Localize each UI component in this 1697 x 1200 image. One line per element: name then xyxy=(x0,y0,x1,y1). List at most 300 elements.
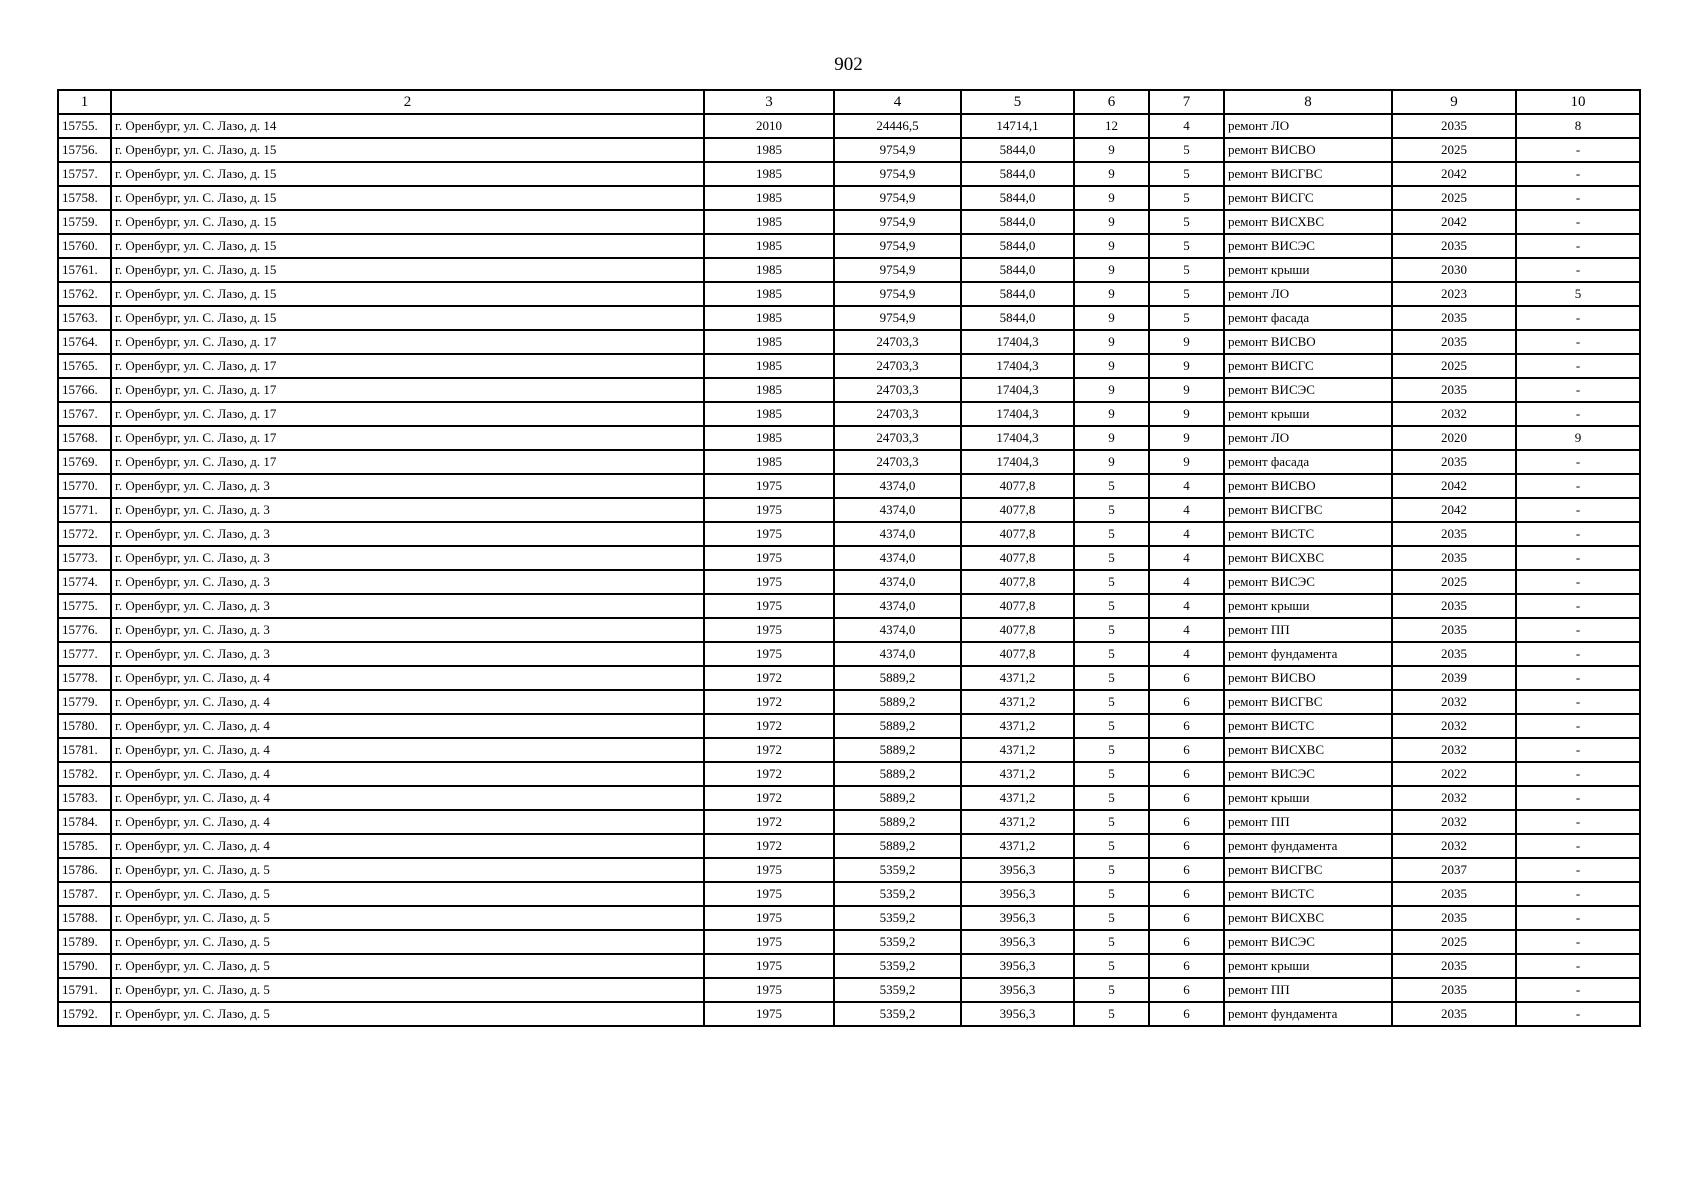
work-type-cell: ремонт ВИСГВС xyxy=(1224,690,1392,714)
planned-year-cell: 2035 xyxy=(1392,978,1516,1002)
work-type-cell: ремонт фундамента xyxy=(1224,1002,1392,1026)
living-area-cell: 17404,3 xyxy=(961,402,1074,426)
row-number-cell: 15762. xyxy=(58,282,111,306)
build-year-cell: 1975 xyxy=(704,594,834,618)
build-year-cell: 1985 xyxy=(704,282,834,306)
row-number-cell: 15765. xyxy=(58,354,111,378)
planned-year-cell: 2032 xyxy=(1392,834,1516,858)
work-type-cell: ремонт ВИСЭС xyxy=(1224,378,1392,402)
address-cell: г. Оренбург, ул. С. Лазо, д. 4 xyxy=(111,666,704,690)
table-row xyxy=(58,594,1640,618)
total-area-cell: 4374,0 xyxy=(834,522,961,546)
address-cell: г. Оренбург, ул. С. Лазо, д. 4 xyxy=(111,834,704,858)
total-area-cell: 9754,9 xyxy=(834,282,961,306)
planned-year-cell: 2035 xyxy=(1392,546,1516,570)
work-type-cell: ремонт ВИСЭС xyxy=(1224,570,1392,594)
work-type-cell: ремонт ВИСГС xyxy=(1224,354,1392,378)
table-row xyxy=(58,450,1640,474)
entrances-cell: 6 xyxy=(1149,666,1224,690)
row-number-cell: 15756. xyxy=(58,138,111,162)
planned-year-cell: 2032 xyxy=(1392,402,1516,426)
total-area-cell: 9754,9 xyxy=(834,234,961,258)
living-area-cell: 4371,2 xyxy=(961,810,1074,834)
note-cell: - xyxy=(1516,642,1640,666)
entrances-cell: 6 xyxy=(1149,906,1224,930)
address-cell: г. Оренбург, ул. С. Лазо, д. 15 xyxy=(111,282,704,306)
living-area-cell: 4077,8 xyxy=(961,642,1074,666)
build-year-cell: 1975 xyxy=(704,978,834,1002)
column-header-8: 8 xyxy=(1224,90,1392,114)
build-year-cell: 1985 xyxy=(704,426,834,450)
table-row xyxy=(58,882,1640,906)
address-cell: г. Оренбург, ул. С. Лазо, д. 3 xyxy=(111,474,704,498)
total-area-cell: 24703,3 xyxy=(834,426,961,450)
address-cell: г. Оренбург, ул. С. Лазо, д. 3 xyxy=(111,522,704,546)
total-area-cell: 5359,2 xyxy=(834,954,961,978)
living-area-cell: 17404,3 xyxy=(961,330,1074,354)
floors-cell: 5 xyxy=(1074,810,1149,834)
table-row xyxy=(58,618,1640,642)
entrances-cell: 6 xyxy=(1149,690,1224,714)
work-type-cell: ремонт ВИСТС xyxy=(1224,714,1392,738)
entrances-cell: 4 xyxy=(1149,546,1224,570)
floors-cell: 9 xyxy=(1074,306,1149,330)
address-cell: г. Оренбург, ул. С. Лазо, д. 15 xyxy=(111,234,704,258)
build-year-cell: 1972 xyxy=(704,762,834,786)
total-area-cell: 4374,0 xyxy=(834,642,961,666)
floors-cell: 9 xyxy=(1074,258,1149,282)
floors-cell: 5 xyxy=(1074,642,1149,666)
floors-cell: 9 xyxy=(1074,402,1149,426)
entrances-cell: 9 xyxy=(1149,354,1224,378)
row-number-cell: 15792. xyxy=(58,1002,111,1026)
table-row xyxy=(58,762,1640,786)
living-area-cell: 3956,3 xyxy=(961,882,1074,906)
floors-cell: 5 xyxy=(1074,690,1149,714)
table-row xyxy=(58,474,1640,498)
planned-year-cell: 2025 xyxy=(1392,930,1516,954)
address-cell: г. Оренбург, ул. С. Лазо, д. 15 xyxy=(111,306,704,330)
floors-cell: 9 xyxy=(1074,138,1149,162)
living-area-cell: 4371,2 xyxy=(961,690,1074,714)
table-row xyxy=(58,858,1640,882)
row-number-cell: 15778. xyxy=(58,666,111,690)
build-year-cell: 1975 xyxy=(704,642,834,666)
work-type-cell: ремонт ПП xyxy=(1224,978,1392,1002)
table-row xyxy=(58,522,1640,546)
table-row xyxy=(58,330,1640,354)
work-type-cell: ремонт ВИСХВС xyxy=(1224,906,1392,930)
total-area-cell: 4374,0 xyxy=(834,618,961,642)
entrances-cell: 4 xyxy=(1149,522,1224,546)
work-type-cell: ремонт фасада xyxy=(1224,306,1392,330)
entrances-cell: 4 xyxy=(1149,594,1224,618)
header-row xyxy=(58,90,1640,114)
address-cell: г. Оренбург, ул. С. Лазо, д. 17 xyxy=(111,450,704,474)
work-type-cell: ремонт крыши xyxy=(1224,954,1392,978)
entrances-cell: 4 xyxy=(1149,498,1224,522)
note-cell: - xyxy=(1516,1002,1640,1026)
total-area-cell: 5889,2 xyxy=(834,738,961,762)
entrances-cell: 9 xyxy=(1149,450,1224,474)
row-number-cell: 15769. xyxy=(58,450,111,474)
floors-cell: 5 xyxy=(1074,906,1149,930)
row-number-cell: 15775. xyxy=(58,594,111,618)
living-area-cell: 17404,3 xyxy=(961,378,1074,402)
entrances-cell: 5 xyxy=(1149,306,1224,330)
address-cell: г. Оренбург, ул. С. Лазо, д. 15 xyxy=(111,162,704,186)
note-cell: - xyxy=(1516,738,1640,762)
work-type-cell: ремонт ПП xyxy=(1224,810,1392,834)
build-year-cell: 1972 xyxy=(704,738,834,762)
build-year-cell: 1975 xyxy=(704,498,834,522)
note-cell: 8 xyxy=(1516,114,1640,138)
row-number-cell: 15781. xyxy=(58,738,111,762)
table-row xyxy=(58,906,1640,930)
total-area-cell: 24703,3 xyxy=(834,354,961,378)
total-area-cell: 5359,2 xyxy=(834,906,961,930)
planned-year-cell: 2025 xyxy=(1392,354,1516,378)
floors-cell: 5 xyxy=(1074,474,1149,498)
note-cell: - xyxy=(1516,138,1640,162)
note-cell: - xyxy=(1516,378,1640,402)
living-area-cell: 3956,3 xyxy=(961,954,1074,978)
table-row xyxy=(58,114,1640,138)
row-number-cell: 15757. xyxy=(58,162,111,186)
floors-cell: 9 xyxy=(1074,426,1149,450)
row-number-cell: 15758. xyxy=(58,186,111,210)
build-year-cell: 1975 xyxy=(704,618,834,642)
living-area-cell: 3956,3 xyxy=(961,906,1074,930)
row-number-cell: 15770. xyxy=(58,474,111,498)
note-cell: - xyxy=(1516,882,1640,906)
total-area-cell: 5359,2 xyxy=(834,930,961,954)
table-row xyxy=(58,306,1640,330)
entrances-cell: 9 xyxy=(1149,378,1224,402)
planned-year-cell: 2042 xyxy=(1392,474,1516,498)
work-type-cell: ремонт фундамента xyxy=(1224,642,1392,666)
floors-cell: 5 xyxy=(1074,594,1149,618)
table-header xyxy=(58,90,1640,114)
planned-year-cell: 2035 xyxy=(1392,306,1516,330)
table-row xyxy=(58,954,1640,978)
note-cell: - xyxy=(1516,162,1640,186)
living-area-cell: 5844,0 xyxy=(961,306,1074,330)
note-cell: - xyxy=(1516,930,1640,954)
floors-cell: 5 xyxy=(1074,882,1149,906)
total-area-cell: 4374,0 xyxy=(834,546,961,570)
living-area-cell: 3956,3 xyxy=(961,978,1074,1002)
build-year-cell: 1972 xyxy=(704,690,834,714)
living-area-cell: 5844,0 xyxy=(961,234,1074,258)
table-row xyxy=(58,426,1640,450)
build-year-cell: 1975 xyxy=(704,954,834,978)
address-cell: г. Оренбург, ул. С. Лазо, д. 17 xyxy=(111,354,704,378)
floors-cell: 9 xyxy=(1074,162,1149,186)
total-area-cell: 5889,2 xyxy=(834,690,961,714)
address-cell: г. Оренбург, ул. С. Лазо, д. 4 xyxy=(111,762,704,786)
work-type-cell: ремонт крыши xyxy=(1224,258,1392,282)
row-number-cell: 15767. xyxy=(58,402,111,426)
entrances-cell: 9 xyxy=(1149,402,1224,426)
living-area-cell: 5844,0 xyxy=(961,138,1074,162)
note-cell: - xyxy=(1516,306,1640,330)
work-type-cell: ремонт ВИСЭС xyxy=(1224,234,1392,258)
floors-cell: 9 xyxy=(1074,234,1149,258)
planned-year-cell: 2022 xyxy=(1392,762,1516,786)
entrances-cell: 6 xyxy=(1149,954,1224,978)
living-area-cell: 3956,3 xyxy=(961,930,1074,954)
note-cell: - xyxy=(1516,474,1640,498)
floors-cell: 5 xyxy=(1074,522,1149,546)
row-number-cell: 15763. xyxy=(58,306,111,330)
row-number-cell: 15777. xyxy=(58,642,111,666)
column-header-9: 9 xyxy=(1392,90,1516,114)
floors-cell: 5 xyxy=(1074,618,1149,642)
build-year-cell: 1972 xyxy=(704,786,834,810)
total-area-cell: 5359,2 xyxy=(834,882,961,906)
work-type-cell: ремонт фасада xyxy=(1224,450,1392,474)
work-type-cell: ремонт ВИСВО xyxy=(1224,138,1392,162)
entrances-cell: 6 xyxy=(1149,738,1224,762)
address-cell: г. Оренбург, ул. С. Лазо, д. 5 xyxy=(111,954,704,978)
address-cell: г. Оренбург, ул. С. Лазо, д. 3 xyxy=(111,618,704,642)
total-area-cell: 5889,2 xyxy=(834,762,961,786)
note-cell: - xyxy=(1516,594,1640,618)
table-row xyxy=(58,738,1640,762)
total-area-cell: 24703,3 xyxy=(834,450,961,474)
build-year-cell: 1985 xyxy=(704,258,834,282)
work-type-cell: ремонт крыши xyxy=(1224,786,1392,810)
note-cell: - xyxy=(1516,834,1640,858)
living-area-cell: 4077,8 xyxy=(961,522,1074,546)
floors-cell: 5 xyxy=(1074,738,1149,762)
planned-year-cell: 2035 xyxy=(1392,882,1516,906)
entrances-cell: 5 xyxy=(1149,258,1224,282)
planned-year-cell: 2030 xyxy=(1392,258,1516,282)
total-area-cell: 4374,0 xyxy=(834,498,961,522)
floors-cell: 5 xyxy=(1074,546,1149,570)
build-year-cell: 1972 xyxy=(704,714,834,738)
page-number: 902 xyxy=(834,54,863,75)
table-row xyxy=(58,234,1640,258)
column-header-7: 7 xyxy=(1149,90,1224,114)
planned-year-cell: 2025 xyxy=(1392,138,1516,162)
planned-year-cell: 2025 xyxy=(1392,186,1516,210)
address-cell: г. Оренбург, ул. С. Лазо, д. 17 xyxy=(111,378,704,402)
table-row xyxy=(58,258,1640,282)
entrances-cell: 6 xyxy=(1149,882,1224,906)
row-number-cell: 15780. xyxy=(58,714,111,738)
entrances-cell: 6 xyxy=(1149,834,1224,858)
address-cell: г. Оренбург, ул. С. Лазо, д. 5 xyxy=(111,978,704,1002)
table-row xyxy=(58,930,1640,954)
entrances-cell: 5 xyxy=(1149,282,1224,306)
build-year-cell: 1985 xyxy=(704,330,834,354)
planned-year-cell: 2042 xyxy=(1392,210,1516,234)
entrances-cell: 5 xyxy=(1149,162,1224,186)
floors-cell: 9 xyxy=(1074,186,1149,210)
entrances-cell: 4 xyxy=(1149,570,1224,594)
living-area-cell: 4371,2 xyxy=(961,738,1074,762)
table-row xyxy=(58,138,1640,162)
row-number-cell: 15790. xyxy=(58,954,111,978)
entrances-cell: 6 xyxy=(1149,762,1224,786)
entrances-cell: 5 xyxy=(1149,186,1224,210)
living-area-cell: 4371,2 xyxy=(961,762,1074,786)
row-number-cell: 15773. xyxy=(58,546,111,570)
build-year-cell: 1985 xyxy=(704,186,834,210)
living-area-cell: 17404,3 xyxy=(961,354,1074,378)
row-number-cell: 15779. xyxy=(58,690,111,714)
planned-year-cell: 2035 xyxy=(1392,234,1516,258)
work-type-cell: ремонт ВИСГС xyxy=(1224,186,1392,210)
total-area-cell: 9754,9 xyxy=(834,186,961,210)
row-number-cell: 15791. xyxy=(58,978,111,1002)
address-cell: г. Оренбург, ул. С. Лазо, д. 5 xyxy=(111,906,704,930)
total-area-cell: 5889,2 xyxy=(834,834,961,858)
row-number-cell: 15786. xyxy=(58,858,111,882)
note-cell: - xyxy=(1516,498,1640,522)
living-area-cell: 3956,3 xyxy=(961,1002,1074,1026)
row-number-cell: 15755. xyxy=(58,114,111,138)
repair-schedule-table xyxy=(57,89,1641,1027)
floors-cell: 12 xyxy=(1074,114,1149,138)
total-area-cell: 24446,5 xyxy=(834,114,961,138)
planned-year-cell: 2035 xyxy=(1392,378,1516,402)
note-cell: - xyxy=(1516,618,1640,642)
note-cell: - xyxy=(1516,666,1640,690)
planned-year-cell: 2042 xyxy=(1392,498,1516,522)
row-number-cell: 15787. xyxy=(58,882,111,906)
note-cell: - xyxy=(1516,690,1640,714)
planned-year-cell: 2025 xyxy=(1392,570,1516,594)
floors-cell: 9 xyxy=(1074,282,1149,306)
table-row xyxy=(58,378,1640,402)
table-row xyxy=(58,834,1640,858)
work-type-cell: ремонт ВИСГВС xyxy=(1224,858,1392,882)
living-area-cell: 14714,1 xyxy=(961,114,1074,138)
table-body xyxy=(58,114,1640,1026)
note-cell: - xyxy=(1516,234,1640,258)
floors-cell: 5 xyxy=(1074,714,1149,738)
build-year-cell: 1985 xyxy=(704,354,834,378)
column-header-1: 1 xyxy=(58,90,111,114)
living-area-cell: 17404,3 xyxy=(961,450,1074,474)
table-row xyxy=(58,666,1640,690)
living-area-cell: 5844,0 xyxy=(961,282,1074,306)
planned-year-cell: 2035 xyxy=(1392,906,1516,930)
row-number-cell: 15788. xyxy=(58,906,111,930)
work-type-cell: ремонт ВИСХВС xyxy=(1224,738,1392,762)
table-row xyxy=(58,546,1640,570)
note-cell: - xyxy=(1516,402,1640,426)
build-year-cell: 1975 xyxy=(704,1002,834,1026)
address-cell: г. Оренбург, ул. С. Лазо, д. 4 xyxy=(111,738,704,762)
build-year-cell: 1985 xyxy=(704,210,834,234)
planned-year-cell: 2035 xyxy=(1392,954,1516,978)
floors-cell: 5 xyxy=(1074,930,1149,954)
entrances-cell: 6 xyxy=(1149,930,1224,954)
entrances-cell: 4 xyxy=(1149,642,1224,666)
total-area-cell: 5359,2 xyxy=(834,858,961,882)
note-cell: - xyxy=(1516,546,1640,570)
build-year-cell: 1985 xyxy=(704,402,834,426)
entrances-cell: 6 xyxy=(1149,714,1224,738)
living-area-cell: 5844,0 xyxy=(961,162,1074,186)
note-cell: - xyxy=(1516,210,1640,234)
build-year-cell: 1985 xyxy=(704,234,834,258)
row-number-cell: 15768. xyxy=(58,426,111,450)
table-row xyxy=(58,978,1640,1002)
column-header-2: 2 xyxy=(111,90,704,114)
note-cell: - xyxy=(1516,330,1640,354)
note-cell: - xyxy=(1516,186,1640,210)
address-cell: г. Оренбург, ул. С. Лазо, д. 4 xyxy=(111,786,704,810)
total-area-cell: 9754,9 xyxy=(834,210,961,234)
work-type-cell: ремонт ПП xyxy=(1224,618,1392,642)
row-number-cell: 15776. xyxy=(58,618,111,642)
living-area-cell: 4371,2 xyxy=(961,786,1074,810)
total-area-cell: 9754,9 xyxy=(834,258,961,282)
address-cell: г. Оренбург, ул. С. Лазо, д. 14 xyxy=(111,114,704,138)
planned-year-cell: 2035 xyxy=(1392,1002,1516,1026)
table-row xyxy=(58,498,1640,522)
floors-cell: 5 xyxy=(1074,570,1149,594)
living-area-cell: 5844,0 xyxy=(961,186,1074,210)
build-year-cell: 1985 xyxy=(704,450,834,474)
floors-cell: 5 xyxy=(1074,858,1149,882)
column-header-6: 6 xyxy=(1074,90,1149,114)
floors-cell: 5 xyxy=(1074,666,1149,690)
address-cell: г. Оренбург, ул. С. Лазо, д. 15 xyxy=(111,138,704,162)
floors-cell: 9 xyxy=(1074,450,1149,474)
floors-cell: 5 xyxy=(1074,786,1149,810)
entrances-cell: 4 xyxy=(1149,618,1224,642)
address-cell: г. Оренбург, ул. С. Лазо, д. 4 xyxy=(111,690,704,714)
work-type-cell: ремонт ЛО xyxy=(1224,282,1392,306)
total-area-cell: 5889,2 xyxy=(834,714,961,738)
address-cell: г. Оренбург, ул. С. Лазо, д. 4 xyxy=(111,714,704,738)
note-cell: 5 xyxy=(1516,282,1640,306)
note-cell: - xyxy=(1516,762,1640,786)
build-year-cell: 1972 xyxy=(704,666,834,690)
row-number-cell: 15771. xyxy=(58,498,111,522)
note-cell: 9 xyxy=(1516,426,1640,450)
address-cell: г. Оренбург, ул. С. Лазо, д. 5 xyxy=(111,858,704,882)
floors-cell: 5 xyxy=(1074,978,1149,1002)
entrances-cell: 6 xyxy=(1149,858,1224,882)
build-year-cell: 1985 xyxy=(704,138,834,162)
table-row xyxy=(58,642,1640,666)
row-number-cell: 15760. xyxy=(58,234,111,258)
planned-year-cell: 2023 xyxy=(1392,282,1516,306)
row-number-cell: 15772. xyxy=(58,522,111,546)
work-type-cell: ремонт ЛО xyxy=(1224,114,1392,138)
work-type-cell: ремонт ВИСГВС xyxy=(1224,498,1392,522)
row-number-cell: 15783. xyxy=(58,786,111,810)
planned-year-cell: 2042 xyxy=(1392,162,1516,186)
entrances-cell: 6 xyxy=(1149,1002,1224,1026)
living-area-cell: 5844,0 xyxy=(961,210,1074,234)
total-area-cell: 24703,3 xyxy=(834,378,961,402)
note-cell: - xyxy=(1516,810,1640,834)
total-area-cell: 4374,0 xyxy=(834,570,961,594)
column-header-10: 10 xyxy=(1516,90,1640,114)
note-cell: - xyxy=(1516,258,1640,282)
build-year-cell: 1975 xyxy=(704,570,834,594)
address-cell: г. Оренбург, ул. С. Лазо, д. 17 xyxy=(111,330,704,354)
